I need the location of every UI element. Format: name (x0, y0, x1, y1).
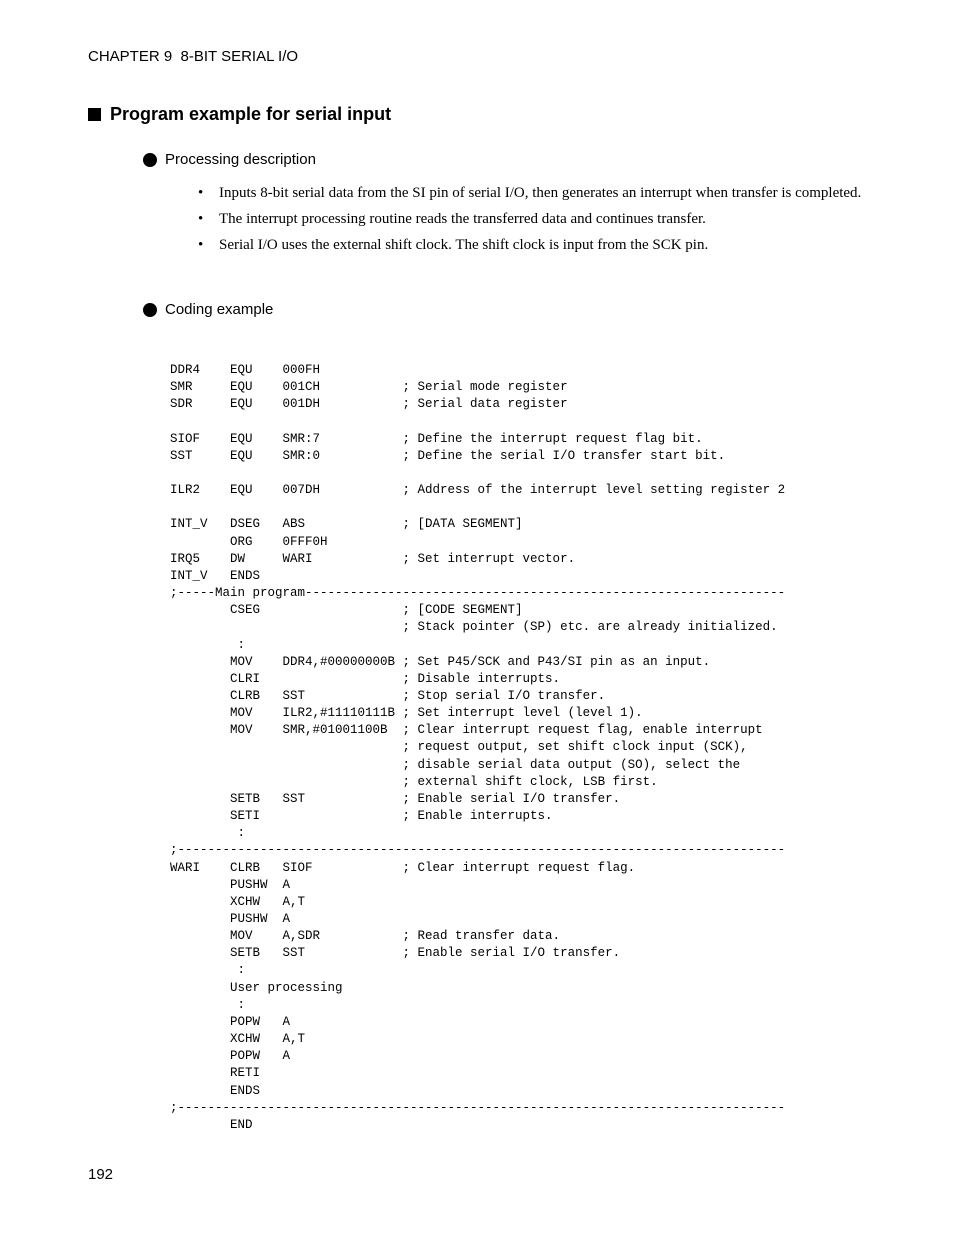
coding-heading: Coding example (165, 301, 274, 318)
bullet-text: The interrupt processing routine reads the transferred data and continues transfer. (219, 211, 706, 227)
code-listing: DDR4 EQU 000FH SMR EQU 001CH ; Serial mode register SDR EQU 001DH ; Serial data register SIOF EQU SMR:7 ; Define the interrupt request flag bit. SST EQU SMR:0 ; Define the serial I/O transfer start bit. ILR2 EQU 007DH ; Address of the interrupt level setting register 2 INT_V DSEG ABS ; [DATA SEGMENT] ORG 0FFF0H IRQ5 DW WARI ; Set interrupt vector. INT_V ENDS ;-----Main program---------------------------------------------------------------- CSEG ; [CODE SEGMENT] ; Stack pointer (SP) etc. are already initialized. : MOV DDR4,#00000000B ; Set P45/SCK and P43/SI pin as an input. CLRI ; Disable interrupts. CLRB SST ; Stop serial I/O transfer. MOV ILR2,#11110111B ; Set interrupt level (level 1). MOV SMR,#01001100B ; Clear interrupt request flag, enable interrupt ; request output, set shift clock input (SCK), ; disable serial data output (SO), select the ; external shift clock, LSB first. SETB SST ; Enable serial I/O transfer. SETI ; Enable interrupts. : ;--------------------------------------------------------------------------------- WARI CLRB SIOF ; Clear interrupt request flag. PUSHW A XCHW A,T PUSHW A MOV A,SDR ; Read transfer data. SETB SST ; Enable serial I/O transfer. : User processing : POPW A XCHW A,T POPW A RETI ENDS ;--------------------------------------------------------------------------------- END (170, 363, 786, 1132)
coding-subheading (143, 301, 273, 318)
page-number: 192 (88, 1166, 114, 1183)
bullet-circle-icon (143, 153, 157, 167)
list-item (198, 234, 872, 256)
list-item (198, 182, 872, 204)
chapter-header: CHAPTER 9 8-BIT SERIAL I/O (88, 48, 299, 65)
section-heading (88, 104, 391, 125)
processing-bullet-list (198, 182, 872, 260)
section-title: Program example for serial input (110, 104, 392, 124)
bullet-text: Inputs 8-bit serial data from the SI pin of serial I/O, then generates an interrupt when transfer is completed. (219, 185, 862, 201)
bullet-text: Serial I/O uses the external shift clock. The shift clock is input from the SCK pin. (219, 237, 709, 253)
black-square-icon (88, 108, 101, 121)
processing-heading: Processing description (165, 151, 316, 168)
bullet-dot-icon: • (198, 185, 204, 201)
bullet-circle-icon (143, 303, 157, 317)
processing-subheading (143, 151, 316, 168)
list-item (198, 208, 872, 230)
bullet-dot-icon: • (198, 237, 204, 253)
bullet-dot-icon: • (198, 211, 204, 227)
